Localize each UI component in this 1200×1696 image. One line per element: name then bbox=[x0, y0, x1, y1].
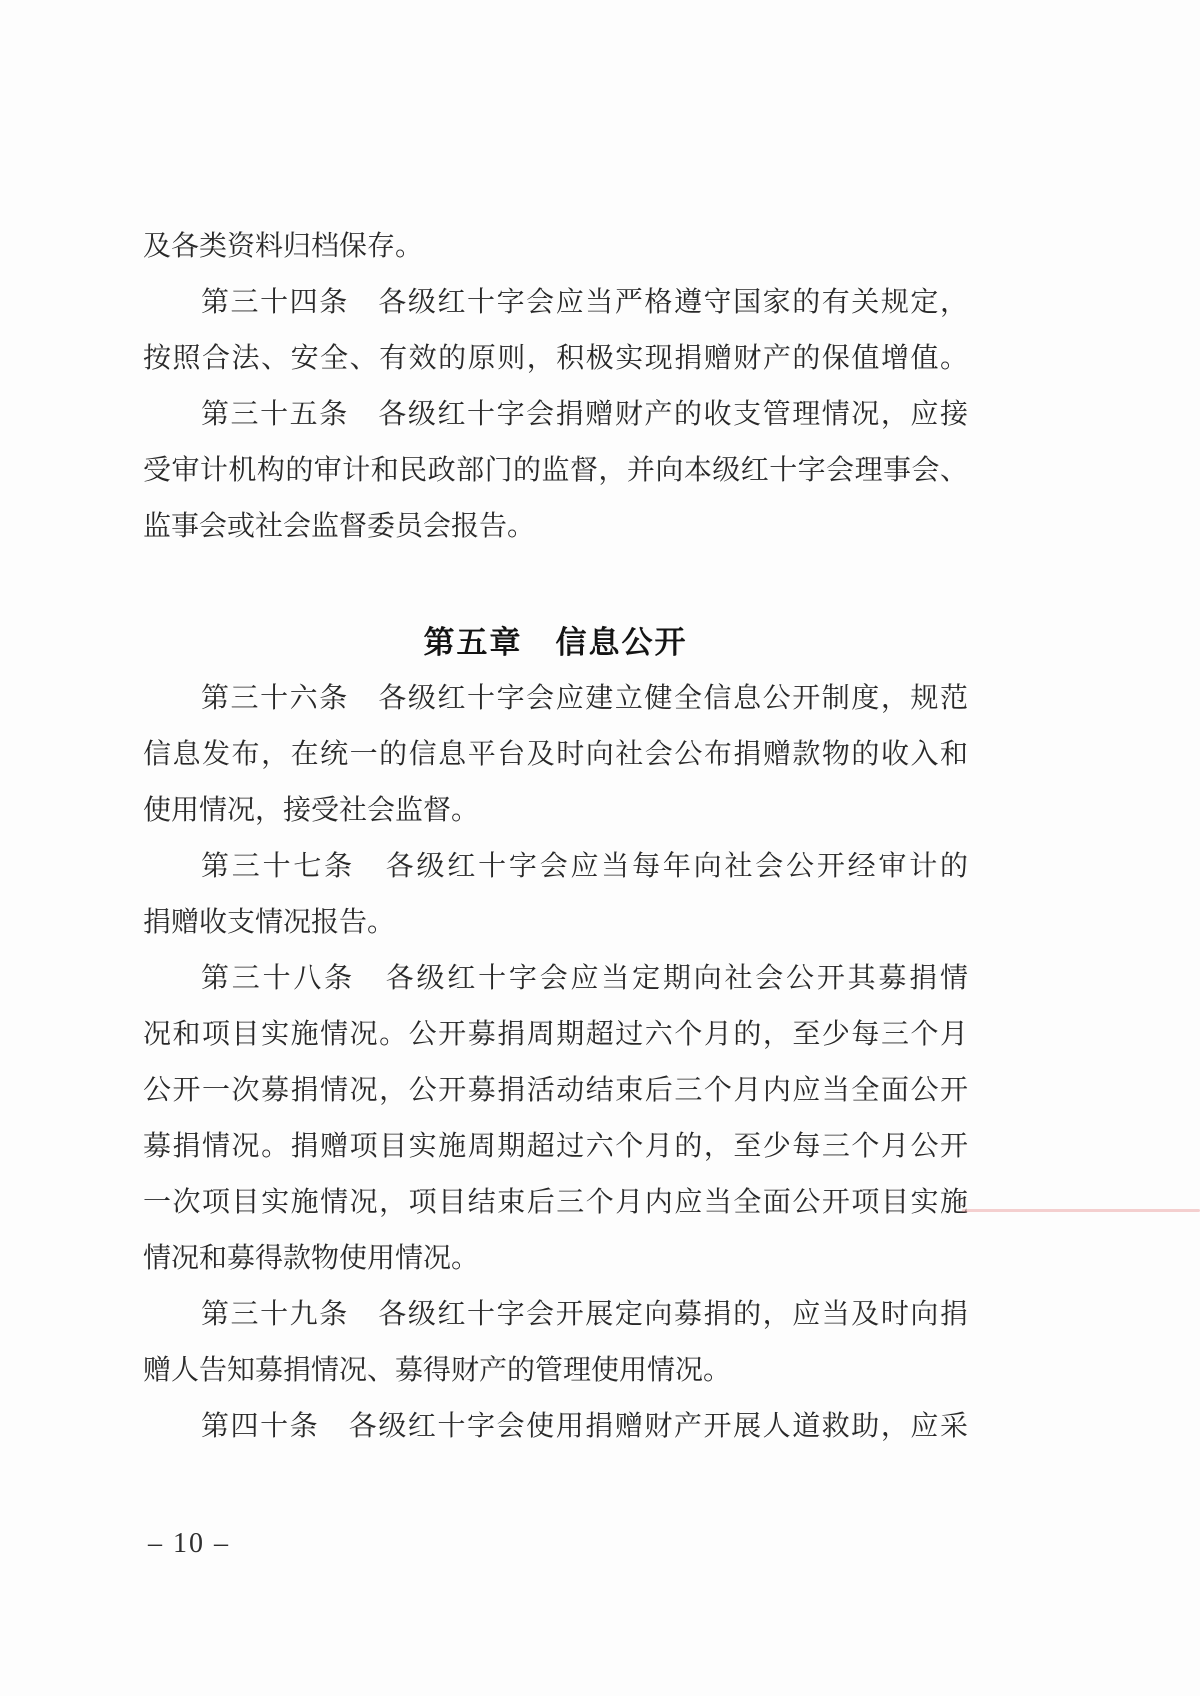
scan-artifact-line bbox=[962, 1209, 1200, 1212]
document-line: 第三十五条 各级红十字会捐赠财产的收支管理情况，应接 bbox=[201, 399, 968, 430]
document-line: 第三十七条 各级红十字会应当每年向社会公开经审计的 bbox=[201, 851, 968, 882]
document-line: 监事会或社会监督委员会报告。 bbox=[143, 511, 536, 542]
document-line: 情况和募得款物使用情况。 bbox=[143, 1243, 480, 1274]
chapter-heading: 第五章 信息公开 bbox=[423, 625, 688, 660]
document-line: 信息发布，在统一的信息平台及时向社会公布捐赠款物的收入和 bbox=[143, 739, 968, 770]
document-line: 及各类资料归档保存。 bbox=[143, 231, 424, 262]
document-line: 公开一次募捐情况，公开募捐活动结束后三个月内应当全面公开 bbox=[143, 1075, 968, 1106]
document-line: 第四十条 各级红十字会使用捐赠财产开展人道救助，应采 bbox=[201, 1411, 968, 1442]
page-number: – 10 – bbox=[148, 1528, 230, 1559]
document-line: 捐赠收支情况报告。 bbox=[143, 907, 396, 938]
document-line: 一次项目实施情况，项目结束后三个月内应当全面公开项目实施 bbox=[143, 1187, 968, 1218]
document-line: 按照合法、安全、有效的原则，积极实现捐赠财产的保值增值。 bbox=[143, 343, 968, 374]
document-line: 第三十六条 各级红十字会应建立健全信息公开制度，规范 bbox=[201, 683, 968, 714]
document-body bbox=[143, 219, 968, 1455]
document-line: 受审计机构的审计和民政部门的监督，并向本级红十字会理事会、 bbox=[143, 455, 968, 486]
document-line: 赠人告知募捐情况、募得财产的管理使用情况。 bbox=[143, 1355, 732, 1386]
document-line: 第三十八条 各级红十字会应当定期向社会公开其募捐情 bbox=[201, 963, 968, 994]
document-line: 第三十九条 各级红十字会开展定向募捐的，应当及时向捐 bbox=[201, 1299, 968, 1330]
document-line: 使用情况，接受社会监督。 bbox=[143, 795, 480, 826]
document-line: 况和项目实施情况。公开募捐周期超过六个月的，至少每三个月 bbox=[143, 1019, 968, 1050]
document-line: 募捐情况。捐赠项目实施周期超过六个月的，至少每三个月公开 bbox=[143, 1131, 968, 1162]
document-line: 第三十四条 各级红十字会应当严格遵守国家的有关规定， bbox=[201, 287, 968, 318]
